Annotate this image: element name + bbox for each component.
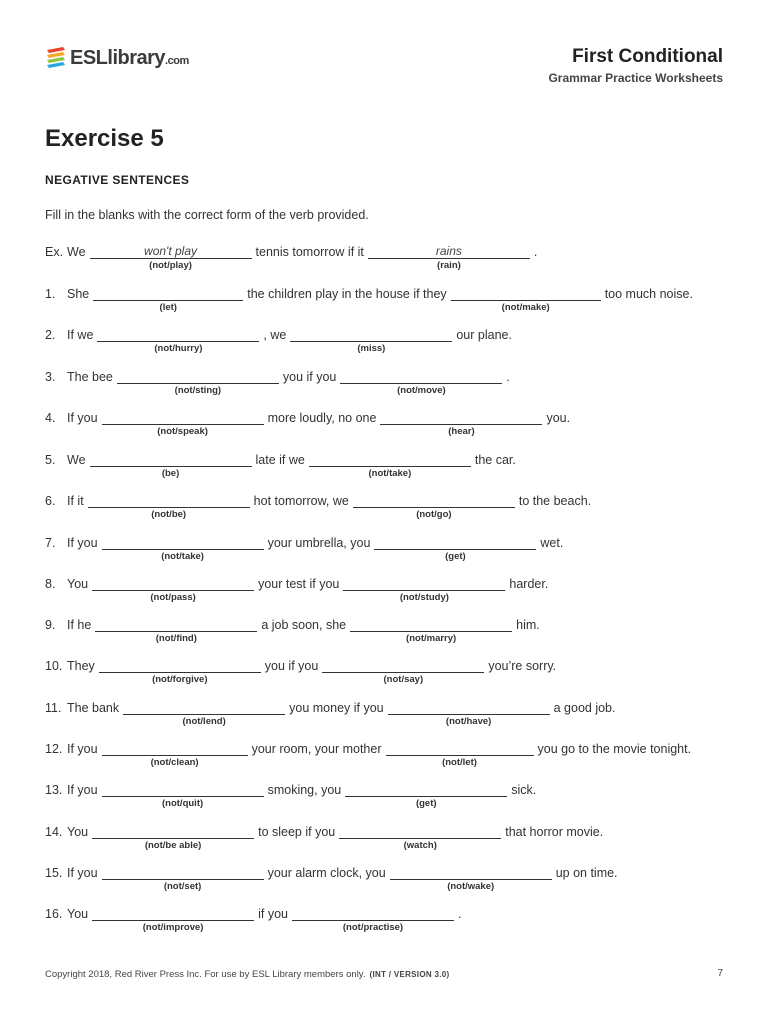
page-number: 7: [717, 968, 723, 979]
answer-blank[interactable]: [123, 701, 285, 727]
item-number: 16.: [45, 907, 63, 921]
verb-hint: (not/marry): [406, 633, 457, 644]
answer-blank[interactable]: [95, 618, 257, 644]
sentence-text: you’re sorry.: [488, 659, 557, 673]
verb-hint: (not/forgive): [152, 674, 208, 685]
answer-blank[interactable]: [380, 411, 542, 437]
sentence-text: We: [67, 245, 86, 259]
exercise-item-4: [45, 411, 571, 437]
answer-blank[interactable]: [322, 659, 484, 685]
exercise-item-2: [45, 328, 512, 354]
sentence-text: , we: [263, 328, 287, 342]
verb-hint: (not/go): [416, 509, 452, 520]
verb-hint: (rain): [437, 260, 461, 271]
logo-text: ESLlibrary.com: [70, 46, 189, 69]
sentence-text: your room, your mother: [251, 742, 382, 756]
book-stack-icon: [45, 46, 67, 70]
answer-blank[interactable]: [99, 659, 261, 685]
verb-hint: (not/set): [163, 881, 202, 892]
sentence-text: You: [67, 907, 89, 921]
item-number: 6.: [45, 494, 56, 508]
sentence-text: You: [67, 577, 89, 591]
sentence-text: harder.: [509, 577, 549, 591]
example-answer: rains: [435, 244, 462, 258]
sentence-text: hot tomorrow, we: [253, 494, 349, 508]
sentence-text: a job soon, she: [261, 618, 347, 632]
verb-hint: (get): [415, 798, 437, 809]
item-number: 15.: [45, 866, 63, 880]
sentence-text: If we: [67, 328, 94, 342]
sentence-text: you if you: [282, 370, 337, 384]
verb-hint: (not/pass): [150, 592, 196, 603]
answer-blank[interactable]: [92, 907, 254, 933]
verb-hint: (not/say): [383, 674, 424, 685]
item-number: 13.: [45, 783, 63, 797]
answer-blank[interactable]: [97, 328, 259, 354]
answer-blank[interactable]: [93, 287, 243, 313]
answer-blank[interactable]: [102, 783, 264, 809]
verb-hint: (get): [445, 551, 466, 562]
verb-hint: (not/speak): [157, 426, 208, 437]
verb-hint: (not/wake): [447, 881, 495, 892]
sentence-text: sick.: [511, 783, 537, 797]
sentence-text: too much noise.: [604, 287, 693, 301]
item-number: 7.: [45, 536, 56, 550]
sentence-text: to the beach.: [518, 494, 592, 508]
sentence-text: our plane.: [456, 328, 512, 342]
exercise-item-14: [45, 825, 604, 851]
verb-hint: (not/quit): [162, 798, 204, 809]
sentence-text: wet.: [540, 536, 564, 550]
answer-blank[interactable]: [340, 370, 502, 396]
verb-hint: (not/play): [149, 260, 192, 271]
verb-hint: (not/let): [442, 757, 477, 768]
item-number: 1.: [45, 287, 56, 301]
sentence-text: you if you: [264, 659, 319, 673]
answer-blank[interactable]: [290, 328, 452, 354]
verb-hint: (not/be able): [144, 840, 202, 851]
verb-hint: (not/lend): [182, 716, 226, 727]
answer-blank[interactable]: [92, 577, 254, 603]
sentence-text: a good job.: [553, 701, 616, 715]
worksheet-subtitle: Grammar Practice Worksheets: [548, 71, 723, 85]
sentence-text: you money if you: [289, 701, 384, 715]
verb-hint: (not/study): [399, 592, 449, 603]
answer-blank[interactable]: [102, 536, 264, 562]
verb-hint: (not/move): [397, 385, 446, 396]
sentence-text: smoking, you: [267, 783, 342, 797]
answer-blank[interactable]: [390, 866, 552, 892]
answer-blank[interactable]: [88, 494, 250, 520]
answer-blank: [90, 244, 252, 271]
sentence-text: your umbrella, you: [267, 536, 371, 550]
exercise-item-3: [45, 370, 510, 396]
answer-blank[interactable]: [90, 453, 252, 479]
sentence-text: tennis tomorrow if it: [255, 245, 364, 259]
sentence-text: the car.: [474, 453, 516, 467]
sentence-text: They: [67, 659, 95, 673]
answer-blank[interactable]: [102, 742, 248, 768]
section-heading: NEGATIVE SENTENCES: [45, 173, 190, 187]
verb-hint: (miss): [357, 343, 386, 354]
exercise-title: Exercise 5: [45, 125, 164, 152]
answer-blank[interactable]: [102, 866, 264, 892]
item-number: 2.: [45, 328, 56, 342]
esl-library-logo: [45, 44, 189, 72]
sentence-text: late if we: [255, 453, 305, 467]
exercise-item-13: [45, 783, 537, 809]
sentence-text: your alarm clock, you: [267, 866, 386, 880]
sentence-text: The bee: [67, 370, 113, 384]
answer-blank[interactable]: [345, 783, 507, 809]
verb-hint: (not/clean): [150, 757, 199, 768]
verb-hint: (be): [161, 468, 180, 479]
item-number: 10.: [45, 659, 63, 673]
verb-hint: (not/hurry): [154, 343, 203, 354]
sentence-text: .: [457, 907, 462, 921]
verb-hint: (let): [159, 302, 177, 313]
answer-blank[interactable]: [343, 577, 505, 603]
sentence-text: We: [67, 453, 86, 467]
sentence-text: up on time.: [555, 866, 618, 880]
item-number: 8.: [45, 577, 56, 591]
answer-blank[interactable]: [292, 907, 454, 933]
item-number: 3.: [45, 370, 56, 384]
sentence-text: The bank: [67, 701, 120, 715]
item-number: 14.: [45, 825, 63, 839]
exercise-item-10: [45, 659, 557, 685]
sentence-text: If you: [67, 866, 98, 880]
worksheet-title: First Conditional: [572, 46, 723, 67]
exercise-item-11: [45, 701, 616, 727]
answer-blank[interactable]: [388, 701, 550, 727]
footer-copyright: [45, 969, 449, 980]
verb-hint: (watch): [403, 840, 437, 851]
answer-blank[interactable]: [92, 825, 254, 851]
sentence-text: She: [67, 287, 90, 301]
sentence-text: .: [506, 370, 510, 384]
answer-blank[interactable]: [451, 287, 601, 313]
answer-blank[interactable]: [353, 494, 515, 520]
answer-blank[interactable]: [374, 536, 536, 562]
sentence-text: that horror movie.: [505, 825, 604, 839]
example-sentence: [45, 244, 538, 271]
verb-hint: (hear): [448, 426, 475, 437]
exercise-item-5: [45, 453, 516, 479]
exercise-item-1: [45, 287, 693, 313]
sentence-text: to sleep if you: [258, 825, 336, 839]
item-number: 11.: [45, 701, 62, 715]
sentence-text: you go to the movie tonight.: [537, 742, 692, 756]
item-number: 4.: [45, 411, 56, 425]
verb-hint: (not/be): [151, 509, 187, 520]
sentence-text: more loudly, no one: [267, 411, 377, 425]
sentence-text: If you: [67, 742, 98, 756]
item-number: 5.: [45, 453, 56, 467]
answer-blank[interactable]: [339, 825, 501, 851]
verb-hint: (not/make): [501, 302, 550, 313]
answer-blank[interactable]: [102, 411, 264, 437]
sentence-text: if you: [258, 907, 288, 921]
verb-hint: (not/have): [445, 716, 492, 727]
answer-blank[interactable]: [309, 453, 471, 479]
sentence-text: You: [67, 825, 89, 839]
sentence-text: .: [533, 245, 538, 259]
sentence-text: If you: [67, 536, 98, 550]
answer-blank: [368, 244, 530, 271]
sentence-text: If you: [67, 783, 98, 797]
sentence-text: If he: [67, 618, 92, 632]
instructions: Fill in the blanks with the correct form of the verb provided.: [45, 208, 369, 222]
verb-hint: (not/take): [161, 551, 204, 562]
sentence-text: If you: [67, 411, 98, 425]
answer-blank[interactable]: [350, 618, 512, 644]
exercise-item-9: [45, 618, 540, 644]
verb-hint: (not/find): [155, 633, 197, 644]
exercise-item-6: [45, 494, 592, 520]
exercise-item-15: [45, 866, 618, 892]
version-label: (INT / VERSION 3.0): [369, 970, 450, 979]
exercise-item-16: [45, 907, 462, 933]
answer-blank[interactable]: [117, 370, 279, 396]
answer-blank[interactable]: [386, 742, 534, 768]
sentence-text: your test if you: [258, 577, 340, 591]
example-answer: won't play: [144, 244, 198, 258]
exercise-item-12: [45, 742, 692, 768]
copyright-text: Copyright 2018, Red River Press Inc. For use by ESL Library members only.: [45, 969, 366, 980]
verb-hint: (not/practise): [342, 922, 404, 933]
sentence-text: If it: [67, 494, 84, 508]
item-number: 12.: [45, 742, 63, 756]
verb-hint: (not/sting): [174, 385, 222, 396]
sentence-text: him.: [516, 618, 540, 632]
item-number: Ex.: [45, 245, 64, 259]
item-number: 9.: [45, 618, 56, 632]
verb-hint: (not/improve): [142, 922, 204, 933]
verb-hint: (not/take): [368, 468, 412, 479]
exercise-item-7: [45, 536, 564, 562]
sentence-text: the children play in the house if they: [247, 287, 447, 301]
sentence-text: you.: [546, 411, 571, 425]
exercise-item-8: [45, 577, 549, 603]
